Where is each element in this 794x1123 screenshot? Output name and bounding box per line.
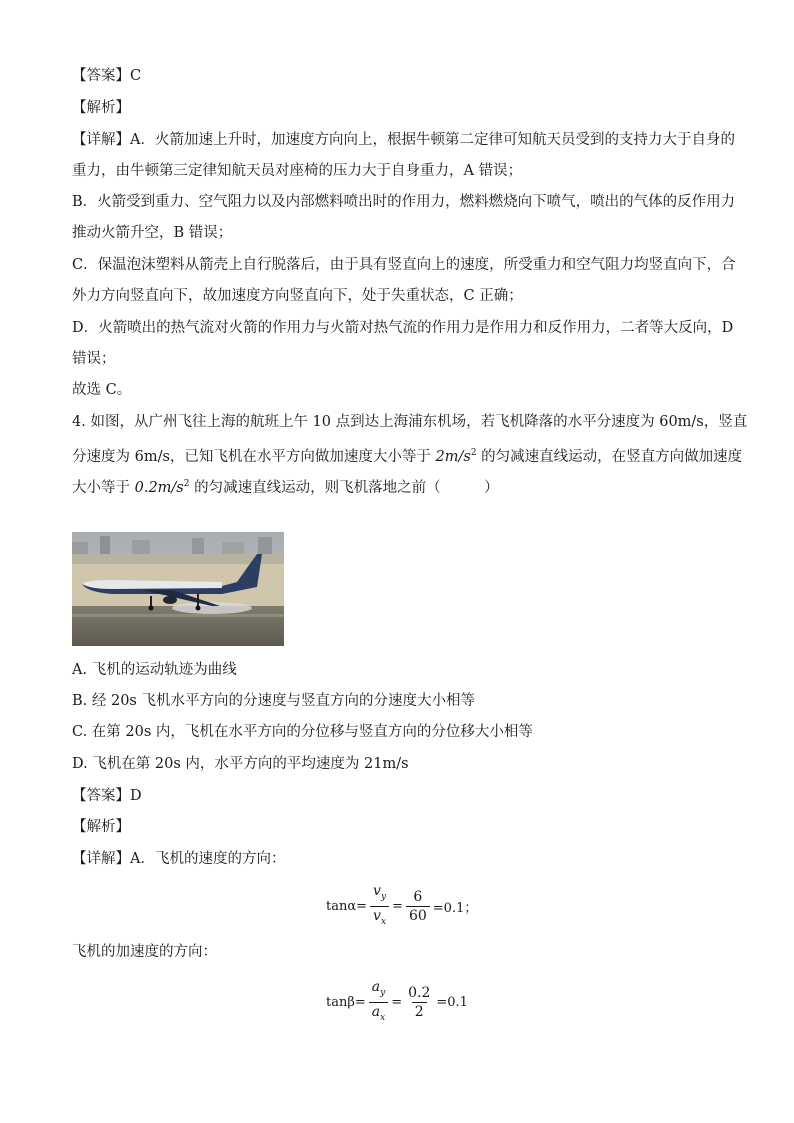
formula-lhs: tanβ=: [326, 994, 366, 1010]
unit-exponent: 2: [183, 479, 190, 489]
symbol: v: [373, 883, 381, 899]
option-c-explanation: C．保温泡沫塑料从箭壳上自行脱落后，由于具有竖直向上的速度，所受重力和空气阻力均竖直向下，合: [72, 257, 736, 273]
symbol: a: [371, 1003, 381, 1020]
question-4-stem: [72, 443, 743, 467]
option-b-explanation: 推动火箭升空，B 错误；: [72, 225, 233, 241]
stem-text: 分速度为 6m/s，已知飞机在水平方向做加速度大小等于: [72, 448, 436, 465]
conclusion-text: 故选 C。: [72, 382, 132, 398]
fraction-numerator: 6: [413, 888, 423, 905]
option-b-explanation: B．火箭受到重力、空气阻力以及内部燃料喷出时的作用力，燃料燃烧向下喷气，喷出的气体的反作用力: [72, 194, 736, 210]
detail-text: 重力，由牛顿第三定律知航天员对座椅的压力大于自身重力，A 错误；: [72, 163, 523, 179]
acceleration-direction-text: 飞机的加速度的方向：: [72, 944, 217, 960]
answer-label-1: 【答案】C: [72, 68, 142, 84]
stem-text: 大小等于: [72, 479, 135, 496]
fraction-numerator: [369, 978, 388, 1002]
fraction-numerator: [370, 882, 389, 906]
subscript: y: [380, 891, 387, 902]
accel-value: 2: [435, 448, 445, 465]
option-c: C. 在第 20s 内，飞机在水平方向的分位移与竖直方向的分位移大小相等: [72, 724, 533, 740]
subscript: x: [380, 916, 387, 927]
stem-text: 的匀减速直线运动，则飞机落地之前（ ）: [189, 479, 499, 496]
velocity-direction-formula: [326, 882, 477, 931]
option-a: A. 飞机的运动轨迹为曲线: [72, 662, 237, 678]
fraction-denominator: [370, 906, 389, 931]
symbol: v: [373, 907, 381, 924]
formula-lhs: tanα=: [326, 898, 368, 914]
fraction-numerator: 0.2: [408, 984, 431, 1001]
fraction-denominator: 60: [406, 906, 430, 925]
accel-unit: m/s: [444, 448, 471, 465]
symbol: a: [371, 979, 381, 995]
question-4-stem: 4. 如图，从广州飞往上海的航班上午 10 点到达上海浦东机场，若飞机降落的水平分速度为 60m/s，竖直: [72, 414, 748, 430]
velocity-fraction: [370, 882, 389, 931]
subscript: x: [380, 1012, 386, 1023]
airplane-landing-photo: [72, 532, 284, 646]
detail-text: 【详解】A．火箭加速上升时，加速度方向向上，根据牛顿第二定律可知航天员受到的支持力大于自身的: [72, 132, 735, 148]
numeric-fraction: [406, 888, 430, 925]
accel-value: 0.2: [134, 479, 158, 496]
equals-sign: =: [392, 898, 403, 914]
question-4-stem: [72, 474, 722, 498]
acceleration-direction-formula: [326, 978, 468, 1027]
answer-label-2: 【答案】D: [72, 788, 142, 804]
formula-result: =0.1；: [432, 900, 478, 916]
option-b: B. 经 20s 飞机水平方向的分速度与竖直方向的分速度大小相等: [72, 693, 475, 709]
fraction-denominator: 2: [412, 1002, 427, 1021]
option-c-explanation: 外力方向竖直向下，故加速度方向竖直向下，处于失重状态，C 正确；: [72, 288, 523, 304]
option-d-explanation: D．火箭喷出的热气流对火箭的作用力与火箭对热气流的作用力是作用力和反作用力，二者等大反向，D: [72, 320, 734, 336]
equals-sign: =: [391, 994, 403, 1010]
analysis-label-1: 【解析】: [72, 100, 130, 116]
numeric-fraction: [405, 984, 433, 1021]
unit-exponent: 2: [470, 448, 477, 458]
stem-text: 的匀减速直线运动，在竖直方向做加速度: [476, 448, 743, 465]
fraction-denominator: [369, 1002, 388, 1027]
option-d-explanation: 错误；: [72, 351, 116, 367]
analysis-label-2: 【解析】: [72, 819, 130, 835]
detail-text: 【详解】A．飞机的速度的方向：: [72, 851, 286, 867]
acceleration-fraction: [369, 978, 388, 1027]
formula-result: =0.1: [436, 994, 468, 1010]
subscript: y: [380, 987, 386, 998]
option-d: D. 飞机在第 20s 内，水平方向的平均速度为 21m/s: [72, 756, 409, 772]
accel-unit: m/s: [157, 479, 184, 496]
